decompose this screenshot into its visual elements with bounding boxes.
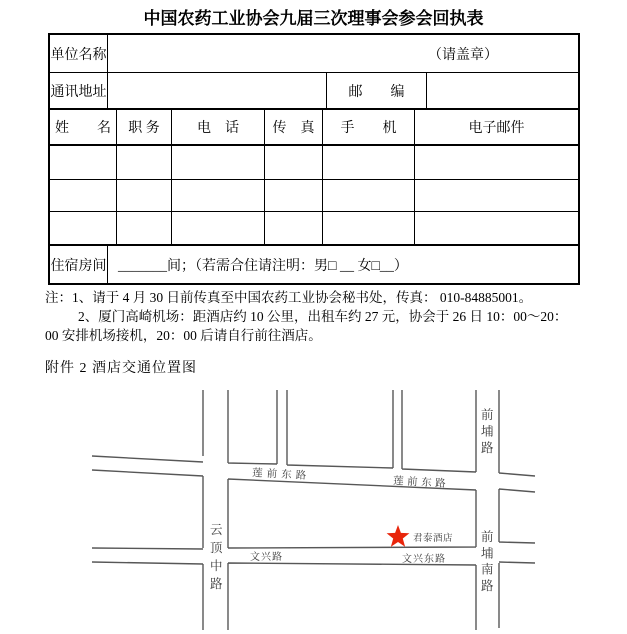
column-header-fax: 传 真: [265, 110, 323, 144]
road-label-lianqian-east-1: 莲前东路: [251, 468, 311, 483]
table-cell[interactable]: [323, 180, 415, 211]
address-field[interactable]: [108, 73, 327, 108]
table-cell[interactable]: [172, 146, 265, 179]
room-count-field[interactable]: _______间；（若需合住请注明：男□ __ 女□__）: [118, 258, 408, 274]
unit-name-label: 单位名称: [50, 35, 108, 72]
table-cell[interactable]: [265, 180, 323, 211]
postcode-field[interactable]: [427, 73, 578, 108]
table-row-empty: [50, 146, 578, 180]
stamp-hint: （请盖章）: [428, 47, 498, 63]
table-row-room: [50, 246, 578, 283]
table-cell[interactable]: [415, 180, 578, 211]
table-cell[interactable]: [323, 212, 415, 244]
table-cell[interactable]: [172, 212, 265, 244]
table-header-row: [50, 110, 578, 146]
reply-form-table: [48, 33, 580, 285]
road-label-yunding-middle: 云顶中路: [210, 523, 223, 591]
hotel-name-label: 君泰酒店: [413, 534, 454, 544]
unit-name-field[interactable]: [108, 35, 578, 72]
table-row-empty: [50, 180, 578, 212]
table-cell[interactable]: [172, 180, 265, 211]
room-label: 住宿房间: [50, 246, 108, 283]
table-cell[interactable]: [117, 180, 172, 211]
table-cell[interactable]: [50, 180, 117, 211]
note-line-2: 2、厦门高崎机场：距酒店约 10 公里，出租车约 27 元，协会于 26 日 10：00～20：: [78, 309, 568, 324]
address-label: 通讯地址: [50, 73, 108, 108]
table-cell[interactable]: [265, 146, 323, 179]
road-label-wenxing: 文兴路: [250, 552, 283, 563]
road-label-lianqian-east-2: 莲前东路: [392, 476, 450, 490]
attachment-heading: 附件 2 酒店交通位置图: [45, 361, 197, 376]
table-cell[interactable]: [265, 212, 323, 244]
table-cell[interactable]: [117, 146, 172, 179]
notes-section: [45, 288, 593, 345]
table-cell[interactable]: [117, 212, 172, 244]
note-line-1: 注：1、请于 4 月 30 日前传真至中国农药工业协会秘书处，传真： 010-84885001。: [45, 290, 533, 305]
hotel-star-marker: [387, 525, 410, 547]
road-label-qianpu-south: 前埔南路: [481, 530, 494, 593]
hotel-location-map: [0, 384, 627, 634]
table-row-empty: [50, 212, 578, 246]
table-row-address: [50, 73, 578, 110]
table-cell[interactable]: [50, 146, 117, 179]
column-header-name: 姓 名: [50, 110, 117, 144]
column-header-position: 职 务: [117, 110, 172, 144]
postcode-label: 邮 编: [327, 73, 427, 108]
table-row-unit-name: [50, 35, 578, 73]
column-header-mobile: 手 机: [323, 110, 415, 144]
column-header-email: 电子邮件: [468, 121, 525, 136]
map-road-lines: [92, 390, 535, 630]
road-label-qianpu: 前埔路: [481, 408, 494, 455]
table-cell[interactable]: [415, 146, 578, 179]
note-line-3: 00 安排机场接机，20：00 后请自行前往酒店。: [45, 328, 322, 343]
table-cell[interactable]: [323, 146, 415, 179]
table-cell[interactable]: [415, 212, 578, 244]
column-header-phone: 电 话: [172, 110, 265, 144]
table-cell[interactable]: [50, 212, 117, 244]
page-title: 中国农药工业协会九届三次理事会参会回执表: [143, 9, 484, 28]
road-label-wenxing-east: 文兴东路: [402, 554, 446, 565]
